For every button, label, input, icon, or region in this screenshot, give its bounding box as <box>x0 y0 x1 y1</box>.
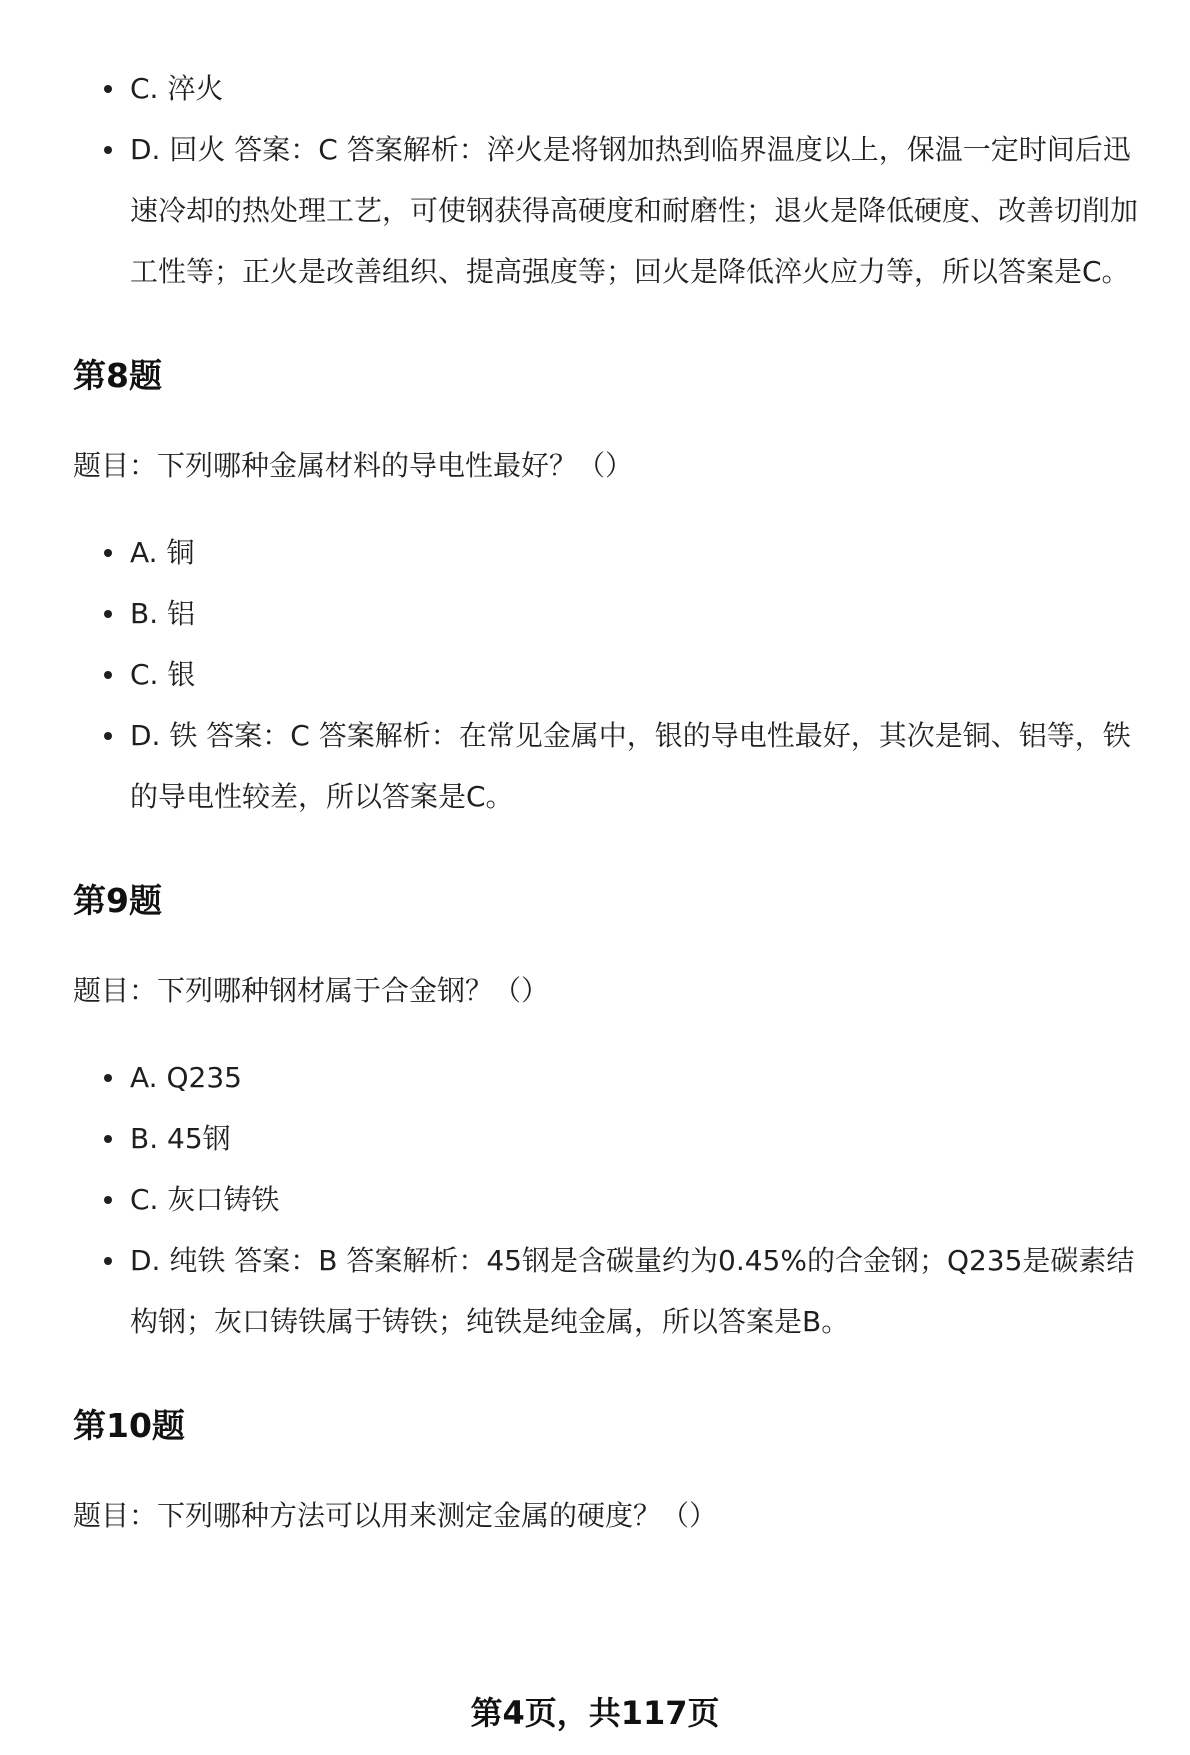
prev-question-options <box>73 58 1153 302</box>
question-8-prompt: 题目：下列哪种金属材料的导电性最好？（） <box>73 449 634 482</box>
option-b: B. 45钢 <box>73 1108 1153 1169</box>
page-content <box>73 58 1153 1572</box>
option-c: C. 银 <box>73 644 1153 705</box>
question-8-options <box>73 522 1153 827</box>
question-10-prompt: 题目：下列哪种方法可以用来测定金属的硬度？（） <box>73 1499 718 1532</box>
option-a: A. 铜 <box>73 522 1153 583</box>
option-c: C. 淬火 <box>73 58 1153 119</box>
option-a: A. Q235 <box>73 1047 1153 1108</box>
question-9-heading: 第9题 <box>73 881 162 920</box>
question-8-heading: 第8题 <box>73 356 162 395</box>
option-b: B. 铝 <box>73 583 1153 644</box>
question-9-prompt: 题目：下列哪种钢材属于合金钢？（） <box>73 974 550 1007</box>
option-c: C. 灰口铸铁 <box>73 1169 1153 1230</box>
question-10-heading: 第10题 <box>73 1406 185 1445</box>
option-d-with-answer: D. 纯铁 答案：B 答案解析：45钢是含碳量约为0.45%的合金钢；Q235是碳素结构钢；灰口铸铁属于铸铁；纯铁是纯金属，所以答案是B。 <box>73 1230 1153 1352</box>
option-d-with-answer: D. 回火 答案：C 答案解析：淬火是将钢加热到临界温度以上，保温一定时间后迅速冷却的热处理工艺，可使钢获得高硬度和耐磨性；退火是降低硬度、改善切削加工性等；正火是改善组织、提高强度等；回火是降低淬火应力等，所以答案是C。 <box>73 119 1153 302</box>
page-number-footer: 第4页，共117页 <box>470 1694 720 1732</box>
question-9-options <box>73 1047 1153 1352</box>
option-d-with-answer: D. 铁 答案：C 答案解析：在常见金属中，银的导电性最好，其次是铜、铝等，铁的导电性较差，所以答案是C。 <box>73 705 1153 827</box>
